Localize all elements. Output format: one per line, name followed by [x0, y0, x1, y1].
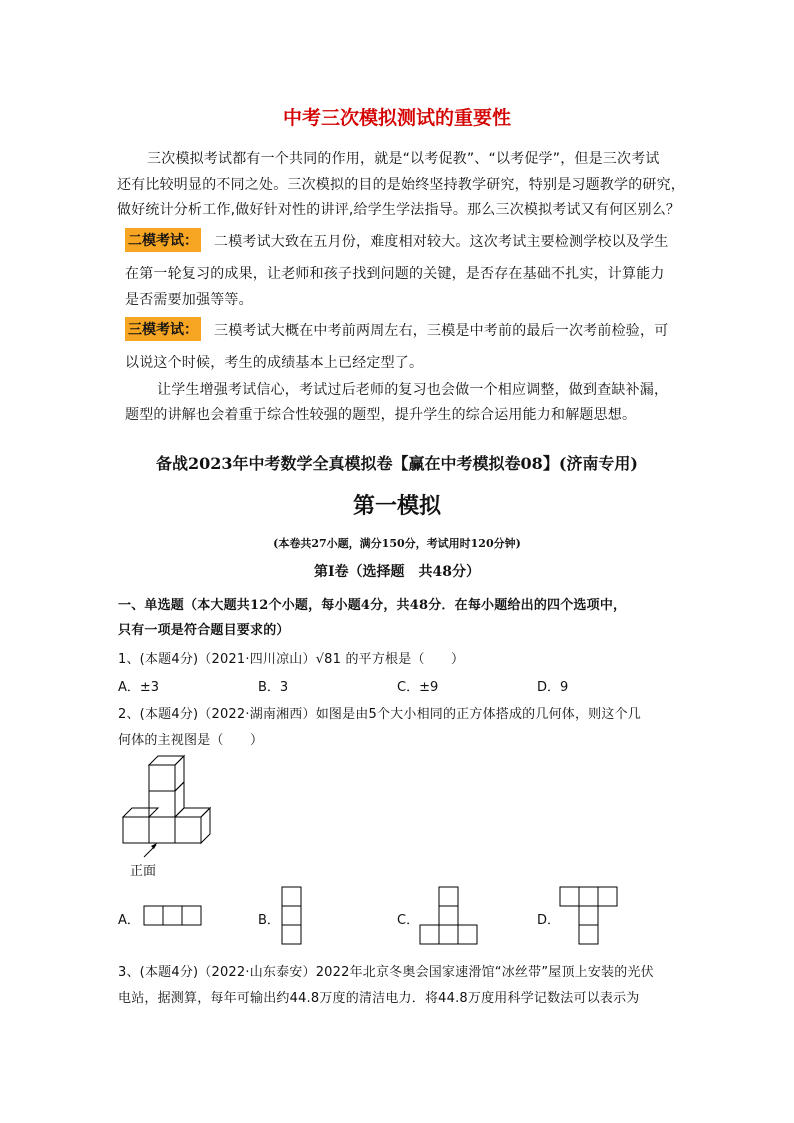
exam2-label: 二模考试： [125, 228, 201, 252]
part-title: 第Ⅰ卷（选择题 共48分） [313, 564, 481, 580]
intro-para3-line1: 让学生增强考试信心，考试过后老师的复习也会做一个相应调整，做到查缺补漏， [157, 382, 669, 398]
question-2-line2: 何体的主视图是（ ） [118, 733, 264, 748]
intro-para1-line2: 还有比较明显的不同之处。三次模拟的目的是始终坚持教学研究，特别是习题教学的研究， [117, 177, 685, 193]
arrow-icon [151, 843, 157, 849]
q2-figure-caption: 正面 [130, 864, 157, 879]
paper-title: 备战2023年中考数学全真模拟卷【赢在中考模拟卷08】(济南专用) [156, 454, 638, 473]
section-line1: 一、单选题（本大题共12个小题，每小题4分，共48分．在每小题给出的四个选项中， [118, 598, 627, 613]
q2-option-a-figure [143, 905, 205, 927]
question-3-line1: 3、(本题4分)（2022·山东泰安）2022年北京冬奥会国家速滑馆“冰丝带”屋顶上安装的光伏 [118, 965, 654, 980]
intro-para1-line1: 三次模拟考试都有一个共同的作用，就是“以考促教”、“以考促学”，但是三次考试 [147, 151, 660, 167]
q2-option-b-figure [281, 886, 305, 946]
exam2-line3: 是否需要加强等等。 [125, 292, 253, 308]
q2-option-b-label: B． [258, 913, 280, 928]
q1-option-c: C．±9 [397, 680, 439, 695]
exam2-line2: 在第一轮复习的成果，让老师和孩子找到问题的关键，是否存在基础不扎实，计算能力 [125, 266, 665, 282]
q2-option-c-label: C． [397, 913, 420, 928]
mock-title: 第一模拟 [352, 494, 441, 519]
section-line2: 只有一项是符合题目要求的） [118, 623, 290, 638]
q1-option-b: B．3 [258, 680, 289, 695]
question-1 [118, 648, 464, 667]
q1-option-a: A．±3 [118, 680, 160, 695]
q2-option-d-label: D． [537, 913, 561, 928]
exam2-line1: 二模考试大致在五月份，难度相对较大。这次考试主要检测学校以及学生 [214, 234, 669, 250]
q2-option-c-figure [419, 886, 481, 946]
intro-title: 中考三次模拟测试的重要性 [282, 107, 511, 129]
exam3-label: 三模考试： [125, 317, 201, 341]
question-2-line1: 2、(本题4分)（2022·湖南湘西）如图是由5个大小相同的正方体搭成的几何体，则这个几 [118, 707, 641, 722]
q1-option-d: D．9 [537, 680, 569, 695]
exam3-line1: 三模考试大概在中考前两周左右，三模是中考前的最后一次考前检验，可 [214, 323, 669, 339]
intro-para1-line3: 做好统计分析工作,做好针对性的讲评,给学生学法指导。那么三次模拟考试又有何区别么？ [117, 202, 681, 218]
paper-note: (本卷共27小题，满分150分，考试用时120分钟) [273, 537, 521, 550]
q2-option-a-label: A． [118, 913, 140, 928]
q2-option-d-figure [559, 886, 621, 946]
intro-para3-line2: 题型的讲解也会着重于综合性较强的题型，提升学生的综合运用能力和解题思想。 [125, 407, 637, 423]
exam3-line2: 以说这个时候，考生的成绩基本上已经定型了。 [125, 355, 424, 371]
question-1-prefix: 1、(本题4分)（2021·四川凉山） [118, 652, 316, 667]
question-1-stem: √81 的平方根是（ ） [315, 652, 465, 667]
question-3-line2: 电站，据测算，每年可输出约44.8万度的清洁电力．将44.8万度用科学记数法可以表示为 [118, 991, 640, 1006]
